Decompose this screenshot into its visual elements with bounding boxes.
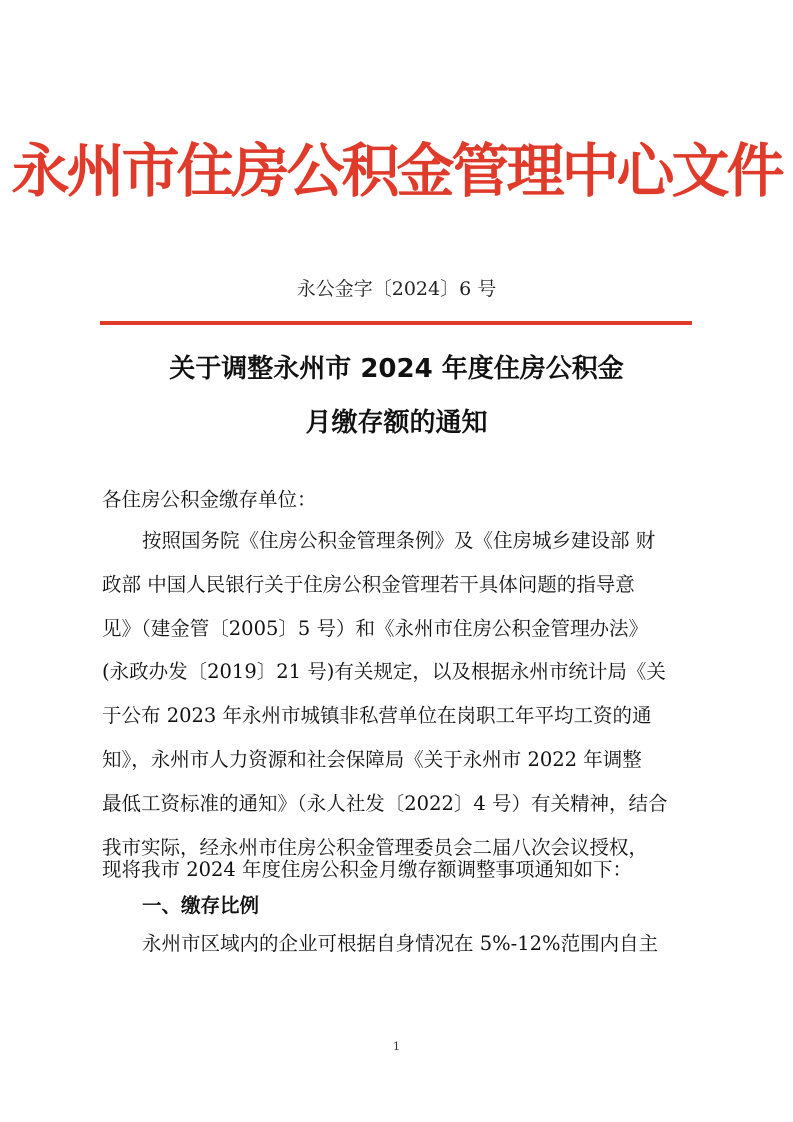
paragraph-line: 按照国务院《住房公积金管理条例》及《住房城乡建设部 财 [142, 529, 656, 552]
salutation: 各住房公积金缴存单位： [102, 488, 317, 511]
section-1-line: 永州市区域内的企业可根据自身情况在 5%-12%范围内自主 [142, 932, 659, 955]
paragraph-line: 于公布 2023 年永州市城镇非私营单位在岗职工年平均工资的通 [102, 704, 652, 727]
red-divider-line [100, 321, 692, 325]
paragraph-line: 现将我市 2024 年度住房公积金月缴存额调整事项通知如下： [102, 858, 633, 881]
notice-title-line-1: 关于调整永州市 2024 年度住房公积金 [169, 354, 624, 384]
section-1-heading: 一、缴存比例 [142, 894, 260, 917]
paragraph-line: 见》（建金管〔2005〕5 号）和《永州市住房公积金管理办法》 [102, 617, 648, 640]
paragraph-line: 政部 中国人民银行关于住房公积金管理若干具体问题的指导意 [102, 573, 635, 596]
paragraph-line: (永政办发〔2019〕21 号)有关规定，以及根据永州市统计局《关 [102, 660, 666, 683]
paragraph-line: 知》，永州市人力资源和社会保障局《关于永州市 2022 年调整 [102, 748, 642, 771]
document-number: 永公金字〔2024〕6 号 [296, 278, 497, 300]
notice-title-line-2: 月缴存额的通知 [305, 408, 488, 438]
org-header-title: 永州市住房公积金管理中心文件 [11, 137, 782, 205]
paragraph-line: 我市实际，经永州市住房公积金管理委员会二届八次会议授权， [102, 836, 649, 859]
page-number: 1 [393, 1040, 400, 1053]
paragraph-line: 最低工资标准的通知》（永人社发〔2022〕4 号）有关精神，结合 [102, 792, 668, 815]
